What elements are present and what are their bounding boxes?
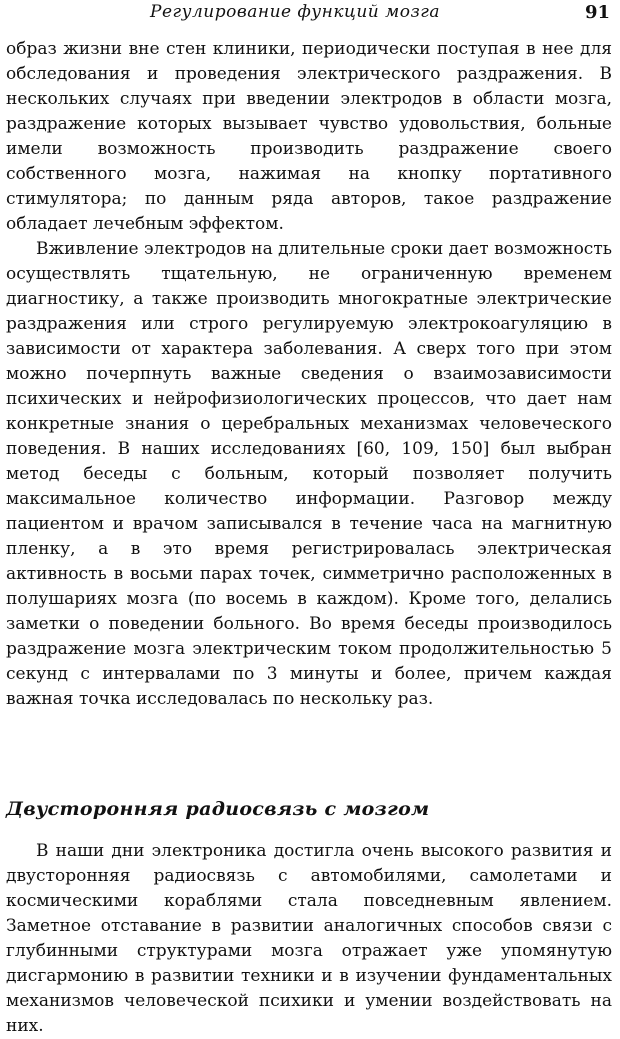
paragraph-1: образ жизни вне стен клиники, периодически поступая в нее для обследования и проведения электрического раздражения. В нескольких случаях при введении электродов в области мозга, раздражение которых вызывает чувство удовольствия, больные имели возможность производить раздражение своего собственного мозга, нажимая на кнопку портативного стимулятора; по данным ряда авторов, такое раздражение обладает лечебным эффектом. bbox=[6, 39, 612, 234]
running-head: Регулирование функций мозга bbox=[150, 2, 440, 22]
section-heading: Двусторонняя радиосвязь с мозгом bbox=[6, 798, 430, 820]
paragraph-2: Вживление электродов на длительные сроки дает возможность осуществлять тщательную, не ограниченную временем диагностику, а также производить многократные электрические раздражения или строго регулируемую электрокоагуляцию в зависимости от характера заболевания. А сверх того при этом можно почерпнуть важные сведения о взаимозависимости психических и нейрофизиологических процессов, что дает нам конкретные знания о церебральных механизмах человеческого поведения. В наших исследованиях [60, 109, 150] был выбран метод беседы с больным, который позволяет получить максимальное количество информации. Разговор между пациентом и врачом записывался в течение часа на магнитную пленку, а в это время регистрировалась электрическая активность в восьми парах точек, симметрично расположенных в полушариях мозга (по восемь в каждом). Кроме того, делались заметки о поведении больного. Во время беседы производилось раздражение мозга электрическим током продолжительностью 5 секунд с интервалами по 3 минуты и более, причем каждая важная точка исследовалась по нескольку раз. bbox=[6, 239, 612, 709]
paragraph-3: В наши дни электроника достигла очень высокого развития и двусторонняя радиосвязь с автомобилями, самолетами и космическими кораблями стала повседневным явлением. Заметное отставание в развитии аналогичных способов связи с глубинными структурами мозга отражает уже упомянутую дисгармонию в развитии техники и в изучении фундаментальных механизмов человеческой психики и умении воздействовать на них. bbox=[6, 841, 612, 1036]
page-header bbox=[0, 2, 620, 28]
page-number: 91 bbox=[584, 2, 610, 23]
